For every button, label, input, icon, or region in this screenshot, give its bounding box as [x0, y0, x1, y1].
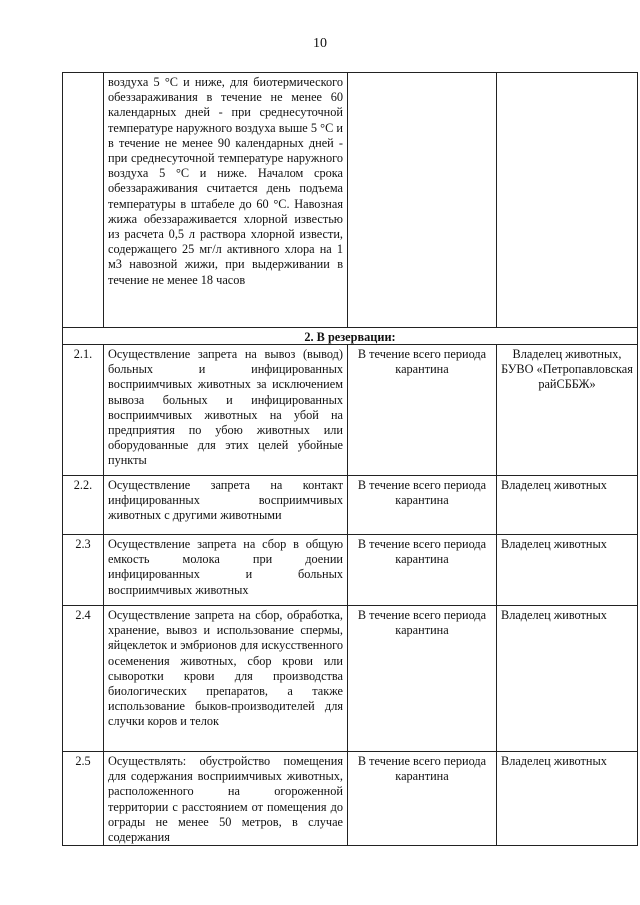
- cell-responsible: Владелец животных: [497, 752, 638, 846]
- cell-responsible: Владелец животных: [497, 606, 638, 752]
- table-row-continuation: [63, 73, 638, 328]
- cell-measure-text: Осуществление запрета на вывоз (вывод) больных и инфицированных восприимчивых животных за исключением вывоза больных и инфицированных восприимчивых животных на убой на предприятия по убою животных или оборудованные для этих целей убойные пункты: [104, 345, 348, 476]
- cell-number: 2.2.: [63, 476, 104, 535]
- cell-measure-text: Осуществление запрета на контакт инфицированных восприимчивых животных с другими животными: [104, 476, 348, 535]
- cell-responsible: Владелец животных: [497, 535, 638, 606]
- cell-date: В течение всего периода карантина: [348, 345, 497, 476]
- cell-number: 2.1.: [63, 345, 104, 476]
- cell-number: 2.4: [63, 606, 104, 752]
- cell-measure-text: воздуха 5 °С и ниже, для биотермического обеззараживания в течение не менее 60 календарных дней - при среднесуточной температуре наружного воздуха выше 5 °С и в течение не менее 90 календарных дней - при среднесуточной температуре наружного воздуха 5 °С и ниже. Началом срока обеззараживания считается день подъема температуры в штабеле до 60 °С. Навозная жижа обеззараживается хлорной известью из расчета 0,5 л раствора хлорной извести, содержащего 25 мг/л активного хлора на 1 м3 навозной жижи, при выдерживании в течение не менее 18 часов: [104, 73, 348, 328]
- page-number: 10: [313, 36, 327, 51]
- table-row: [63, 535, 638, 606]
- cell-date: В течение всего периода карантина: [348, 535, 497, 606]
- table-row: [63, 476, 638, 535]
- cell-responsible: Владелец животных, БУВО «Петропавловская райСББЖ»: [497, 345, 638, 476]
- cell-date: В течение всего периода карантина: [348, 476, 497, 535]
- cell-date: В течение всего периода карантина: [348, 606, 497, 752]
- cell-number-empty: [63, 73, 104, 328]
- table-row: [63, 345, 638, 476]
- measures-table: [62, 72, 638, 846]
- cell-date: В течение всего периода карантина: [348, 752, 497, 846]
- cell-responsible-empty: [497, 73, 638, 328]
- cell-measure-text: Осуществление запрета на сбор в общую емкость молока при доении инфицированных и больных восприимчивых животных: [104, 535, 348, 606]
- cell-date-empty: [348, 73, 497, 328]
- section-title: 2. В резервации:: [63, 328, 638, 345]
- cell-number: 2.5: [63, 752, 104, 846]
- cell-measure-text: Осуществлять: обустройство помещения для содержания восприимчивых животных, расположенного на огороженной территории с расстоянием от помещения до ограды не менее 50 метров, в случае содержания: [104, 752, 348, 846]
- table-row: [63, 752, 638, 846]
- table-row: [63, 606, 638, 752]
- cell-measure-text: Осуществление запрета на сбор, обработка, хранение, вывоз и использование спермы, яйцеклеток и эмбрионов для искусственного осеменения животных, сбор крови или сыворотки крови для производства биологических препаратов, а также использование быков-производителей для случки коров и телок: [104, 606, 348, 752]
- section-header-row: [63, 328, 638, 345]
- cell-number: 2.3: [63, 535, 104, 606]
- cell-responsible: Владелец животных: [497, 476, 638, 535]
